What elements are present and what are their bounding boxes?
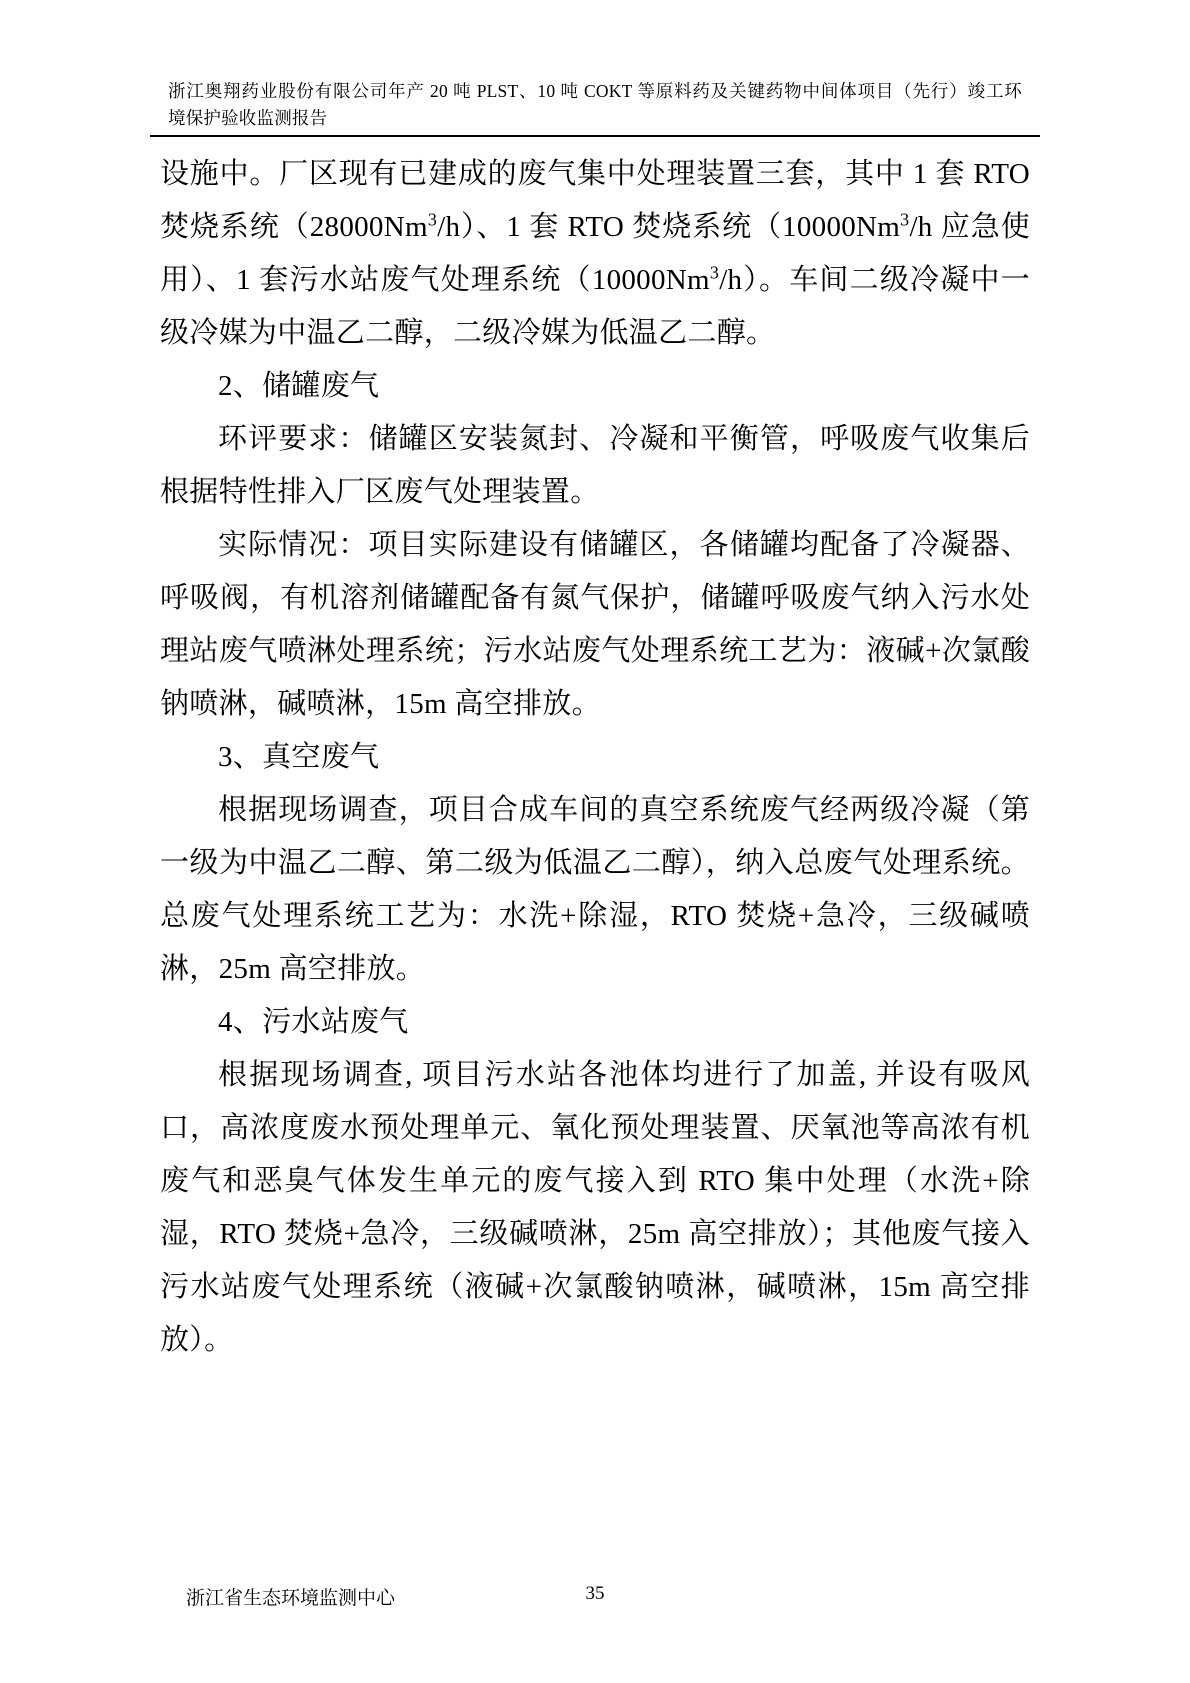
paragraph-actual-situation-tank: 实际情况：项目实际建设有储罐区，各储罐均配备了冷凝器、呼吸阀，有机溶剂储罐配备有氮气保护，储罐呼吸废气纳入污水处理站废气喷淋处理系统；污水站废气处理系统工艺为：液碱+次氯酸钠喷淋，碱喷淋，15m 高空排放。: [160, 529, 1030, 720]
document-body: [160, 148, 1030, 1367]
heading-wastewater-station-exhaust: 4、污水站废气: [218, 1006, 409, 1038]
page-footer: [160, 1583, 1030, 1613]
para1-text-c: /h 应急使用）、1 套污水站废气处理系统（10000Nm: [160, 211, 1031, 296]
heading-storage-tank-exhaust: 2、储罐废气: [218, 370, 380, 402]
header-line-2: 境保护验收监测报告: [168, 108, 328, 129]
header-line-1: 浙江奥翔药业股份有限公司年产 20 吨 PLST、10 吨 COKT 等原料药及关键药物中间体项目（先行）竣工环: [168, 81, 1022, 101]
paragraph-exhaust-facilities: [160, 148, 1030, 360]
para1-text-b: /h）、1 套 RTO 焚烧系统（10000Nm: [437, 211, 901, 243]
paragraph-eia-requirement: 环评要求：储罐区安装氮封、冷凝和平衡管，呼吸废气收集后根据特性排入厂区废气处理装置。: [160, 423, 1030, 508]
para1-superscript-2: 3: [900, 209, 910, 230]
footer-page-number: 35: [585, 1583, 605, 1604]
header-divider: [150, 135, 1040, 137]
heading-vacuum-exhaust: 3、真空废气: [218, 741, 380, 773]
footer-organization: 浙江省生态环境监测中心: [186, 1588, 396, 1609]
page-header: [168, 78, 1022, 132]
para1-text-d: /h）。车间二级冷凝中一级冷媒为中温乙二醇，二级冷媒为低温乙二醇。: [160, 264, 1030, 349]
paragraph-vacuum-survey: 根据现场调查，项目合成车间的真空系统废气经两级冷凝（第一级为中温乙二醇、第二级为低温乙二醇），纳入总废气处理系统。总废气处理系统工艺为：水洗+除湿，RTO 焚烧+急冷，三级碱喷淋，25m 高空排放。: [160, 794, 1030, 985]
para1-superscript-1: 3: [427, 209, 438, 230]
paragraph-wastewater-survey: 根据现场调查, 项目污水站各池体均进行了加盖, 并设有吸风口，高浓度废水预处理单元、氧化预处理装置、厌氧池等高浓有机废气和恶臭气体发生单元的废气接入到 RTO 集中处理（水洗+除湿，RTO 焚烧+急冷，三级碱喷淋，25m 高空排放）；其他废气接入污水站废气处理系统（液碱+次氯酸钠喷淋，碱喷淋，15m 高空排放）。: [160, 1059, 1030, 1356]
para1-superscript-3: 3: [709, 262, 720, 283]
para1-text-a: 设施中。厂区现有已建成的废气集中处理装置三套，其中 1 套 RTO 焚烧系统（28000Nm: [160, 158, 1030, 243]
